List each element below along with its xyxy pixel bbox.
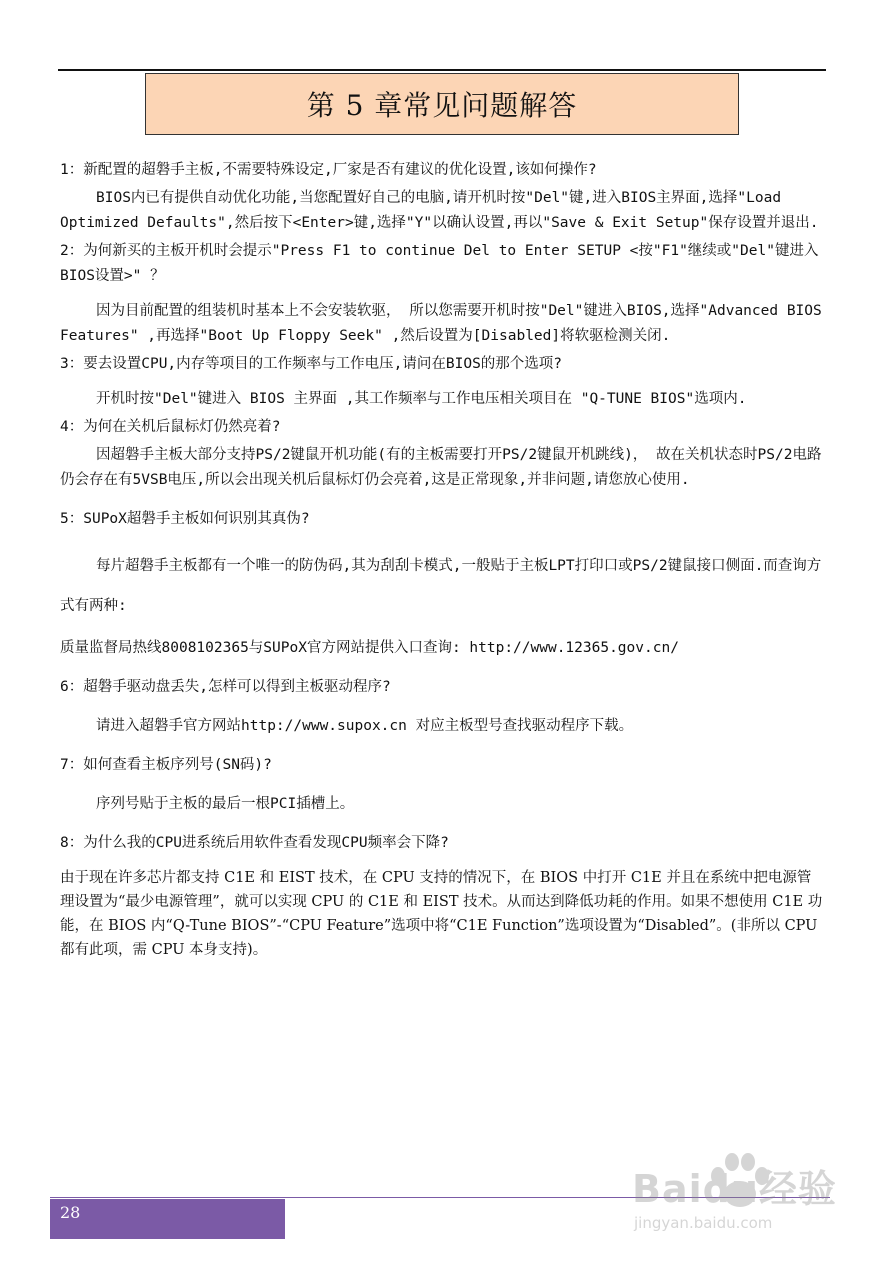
- page-number: 28: [60, 1203, 81, 1222]
- watermark-brand: Baidu经验: [632, 1167, 837, 1211]
- question-6: 6：超磐手驱动盘丢失,怎样可以得到主板驱动程序?: [60, 679, 391, 695]
- answer-7: 序列号贴于主板的最后一根PCI插槽上。: [96, 796, 355, 812]
- answer-3: 开机时按"Del"键进入 BIOS 主界面 ,其工作频率与工作电压相关项目在 "Q-TUNE BIOS"选项内.: [96, 391, 747, 407]
- answer-1: BIOS内已有提供自动优化功能,当您配置好自己的电脑,请开机时按"Del"键,进入BIOS主界面,选择"Load Optimized Defaults",然后按下<Enter>键,选择"Y"以确认设置,再以"Save & Exit Setup"保存设置并退出.: [60, 190, 819, 231]
- page-number-box: [50, 1199, 285, 1239]
- question-4: 4：为何在关机后鼠标灯仍然亮着?: [60, 419, 281, 435]
- watermark-url: jingyan.baidu.com: [634, 1214, 773, 1232]
- faq-content: [60, 158, 824, 962]
- question-2: 2：为何新买的主板开机时会提示"Press F1 to continue Del to Enter SETUP <按"F1"继续或"Del"键进入BIOS设置>" ？: [60, 243, 819, 284]
- answer-5: 每片超磐手主板都有一个唯一的防伪码,其为刮刮卡模式,一般贴于主板LPT打印口或PS/2键鼠接口侧面.而查询方式有两种:: [60, 558, 822, 614]
- top-rule: [58, 69, 826, 71]
- question-1: 1：新配置的超磐手主板,不需要特殊设定,厂家是否有建议的优化设置,该如何操作?: [60, 162, 597, 178]
- question-8: 8：为什么我的CPU进系统后用软件查看发现CPU频率会下降?: [60, 835, 449, 851]
- chapter-title-box: [145, 73, 739, 135]
- baidu-watermark: [624, 1150, 864, 1250]
- question-7: 7：如何查看主板序列号(SN码)?: [60, 757, 272, 773]
- chapter-title: 第 5 章常见问题解答: [306, 89, 578, 122]
- answer-5-hotline: 质量监督局热线8008102365与SUPoX官方网站提供入口查询: http://www.12365.gov.cn/: [60, 640, 679, 656]
- answer-2: 因为目前配置的组装机时基本上不会安装软驱， 所以您需要开机时按"Del"键进入BIOS,选择"Advanced BIOS Features" ,再选择"Boot Up Floppy Seek" ,然后设置为[Disabled]将软驱检测关闭.: [60, 303, 822, 344]
- answer-6: 请进入超磐手官方网站http://www.supox.cn 对应主板型号查找驱动程序下载。: [96, 718, 634, 734]
- answer-4: 因超磐手主板大部分支持PS/2键鼠开机功能(有的主板需要打开PS/2键鼠开机跳线)， 故在关机状态时PS/2电路仍会存在有5VSB电压,所以会出现关机后鼠标灯仍会亮着,这是正常现象,并非问题,请您放心使用.: [60, 447, 822, 488]
- question-3: 3：要去设置CPU,内存等项目的工作频率与工作电压,请问在BIOS的那个选项?: [60, 356, 563, 372]
- question-5: 5：SUPoX超磐手主板如何识别其真伪?: [60, 511, 310, 527]
- answer-8: 由于现在许多芯片都支持 C1E 和 EIST 技术，在 CPU 支持的情况下，在 BIOS 中打开 C1E 并且在系统中把电源管理设置为“最少电源管理”，就可以实现 CPU 的 C1E 和 EIST 技术。从而达到降低功耗的作用。如果不想使用 C1E 功能，在 BIOS 内“Q-Tune BIOS”-“CPU Feature”选项中将“C1E Function”选项设置为“Disabled”。(非所以 CPU 都有此项，需 CPU 本身支持)。: [60, 870, 823, 958]
